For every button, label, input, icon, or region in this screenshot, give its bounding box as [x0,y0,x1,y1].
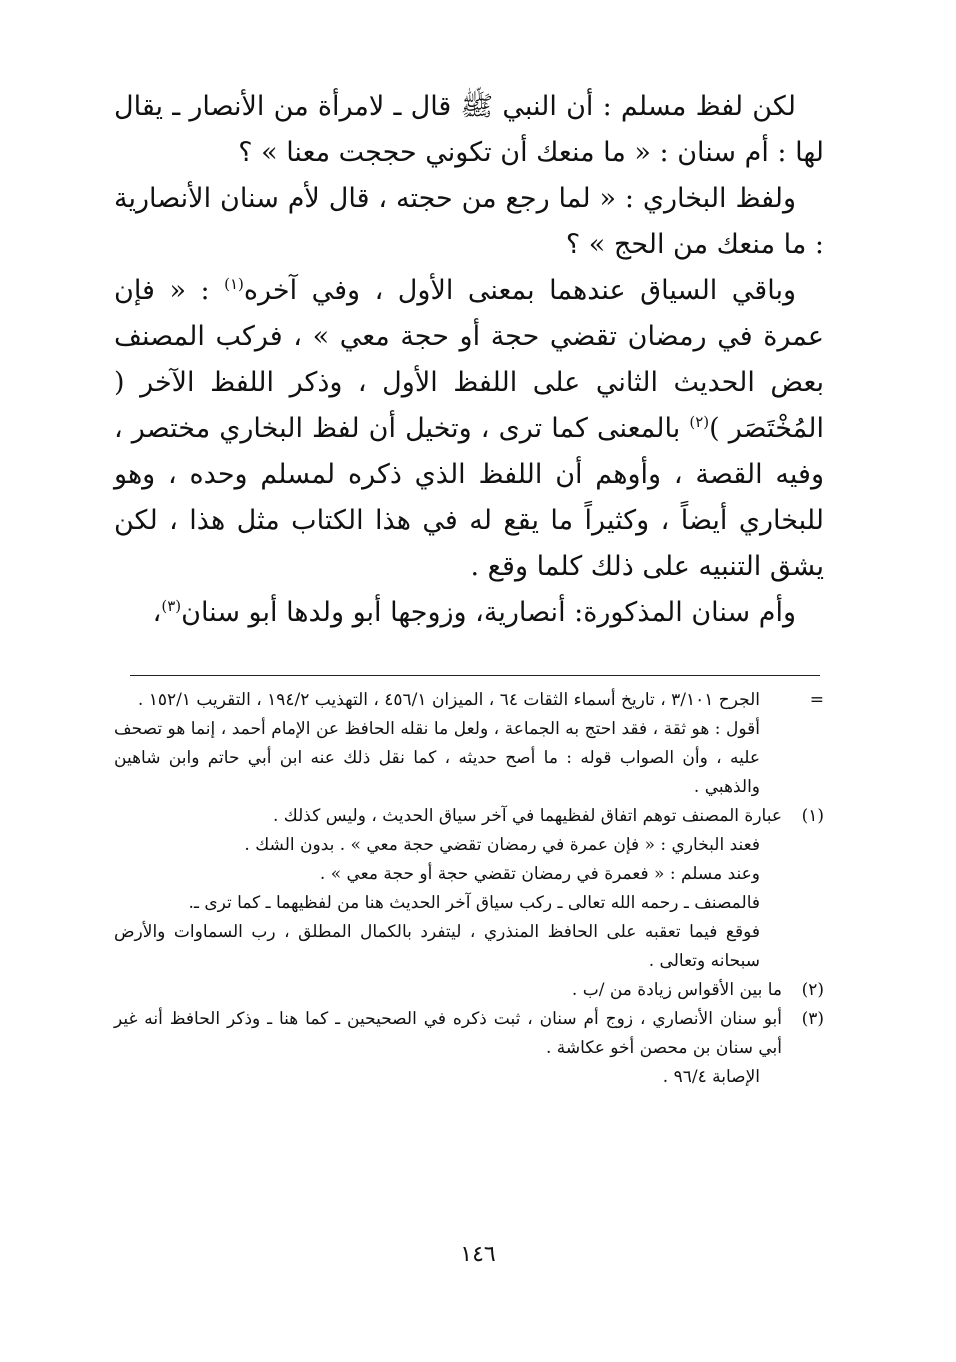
footnote-continued [114,686,824,802]
footnote-number: (٣) [801,1009,824,1029]
footnote-ref-3: (٣) [161,597,182,615]
footnote-line: ما بين الأقواس زيادة من /ب . [571,980,782,1000]
text-line: الأنصارية : ما منعك من الحج » ؟ [114,183,824,260]
footnote-3 [114,1005,824,1092]
text-line: لها : أم سنان : « ما منعك أن تكوني حججت معنا » ؟ [238,137,824,168]
text-line: لكن لفظ مسلم : أن النبي ﷺ قال ـ لامرأة من الأنصار ـ يقال [114,91,796,122]
paragraph-1 [114,84,824,176]
page-number: ١٤٦ [460,1242,496,1267]
main-text [114,84,824,636]
footnote-line: فالمصنف ـ رحمه الله تعالى ـ ركب سياق آخر الحديث هنا من لفظيهما ـ كما ترى ـ. [188,893,760,913]
footnote-1 [114,802,824,976]
footnotes [114,686,824,1092]
footnote-line: أبو سنان الأنصاري ، زوج أم سنان ، ثبت ذكره في الصحيحين ـ كما هنا ـ وذكر الحافظ أنه غير أبي سنان بن محصن أخو عكاشة . [114,1009,782,1058]
footnote-ref-1: (١) [224,275,244,293]
footnote-line: فعند البخاري : « فإن عمرة في رمضان تقضي حجة معي » . بدون الشك . [244,835,760,855]
footnote-line: عبارة المصنف توهم اتفاق لفظيهما في آخر سياق الحديث ، وليس كذلك . [272,806,782,826]
paragraph-3 [114,268,824,590]
text-run: وباقي السياق عندهما بمعنى الأول ، وفي آخره [243,275,796,306]
footnote-2 [114,976,824,1005]
text-run: بالمعنى كما ترى ، وتخيل أن لفظ البخاري مختصر ، وفيه القصة ، وأوهم أن اللفظ الذي ذكره لمسلم وحده ، وهو للبخاري أيضاً ، وكثيراً ما يقع له في هذا الكتاب مثل هذا ، لكن يشق التنبيه على ذلك كلما وقع . [114,413,824,582]
footnote-line: وعند مسلم : « فعمرة في رمضان تقضي حجة أو حجة معي » . [319,864,760,884]
footnote-line: أقول : هو ثقة ، فقد احتج به الجماعة ، ولعل ما نقله الحافظ عن الإمام أحمد ، إنما هو تصحف عليه ، وأن الصواب قوله : ما أصح حديثه ، كما نقل ذلك عنه ابن أبي حاتم وابن شاهين والذهبي . [114,719,760,797]
footnote-line: الجرح ٣/١٠١ ، تاريخ أسماء الثقات ٦٤ ، الميزان ٤٥٦/١ ، التهذيب ١٩٤/٢ ، التقريب ١٥٢/١ . [137,690,760,710]
footnote-line: الإصابة ٩٦/٤ . [662,1067,760,1087]
paragraph-2 [114,176,824,268]
continuation-mark: = [809,690,824,710]
text-run: ، [152,597,162,628]
text-run: وأم سنان المذكورة: أنصارية، وزوجها أبو ولدها أبو سنان [181,597,796,628]
footnote-number: (٢) [801,980,824,1000]
paragraph-4 [114,590,824,636]
footnote-number: (١) [801,806,824,826]
footnote-line: فوقع فيما تعقبه على الحافظ المنذري ، ليتفرد بالكمال المطلق ، رب السماوات والأرض سبحانه وتعالى . [114,922,760,971]
footnote-ref-2: (٢) [689,413,710,431]
footnote-divider [130,675,820,676]
text-line: ولفظ البخاري : « لما رجع من حجته ، قال لأم سنان [220,183,796,214]
text-run: : « فإن عمرة في رمضان تقضي حجة أو حجة معي » ، فركب المصنف بعض الحديث الثاني على اللفظ الأول ، وذكر اللفظ الآخر ( المُخْتَصَر ) [114,275,824,444]
